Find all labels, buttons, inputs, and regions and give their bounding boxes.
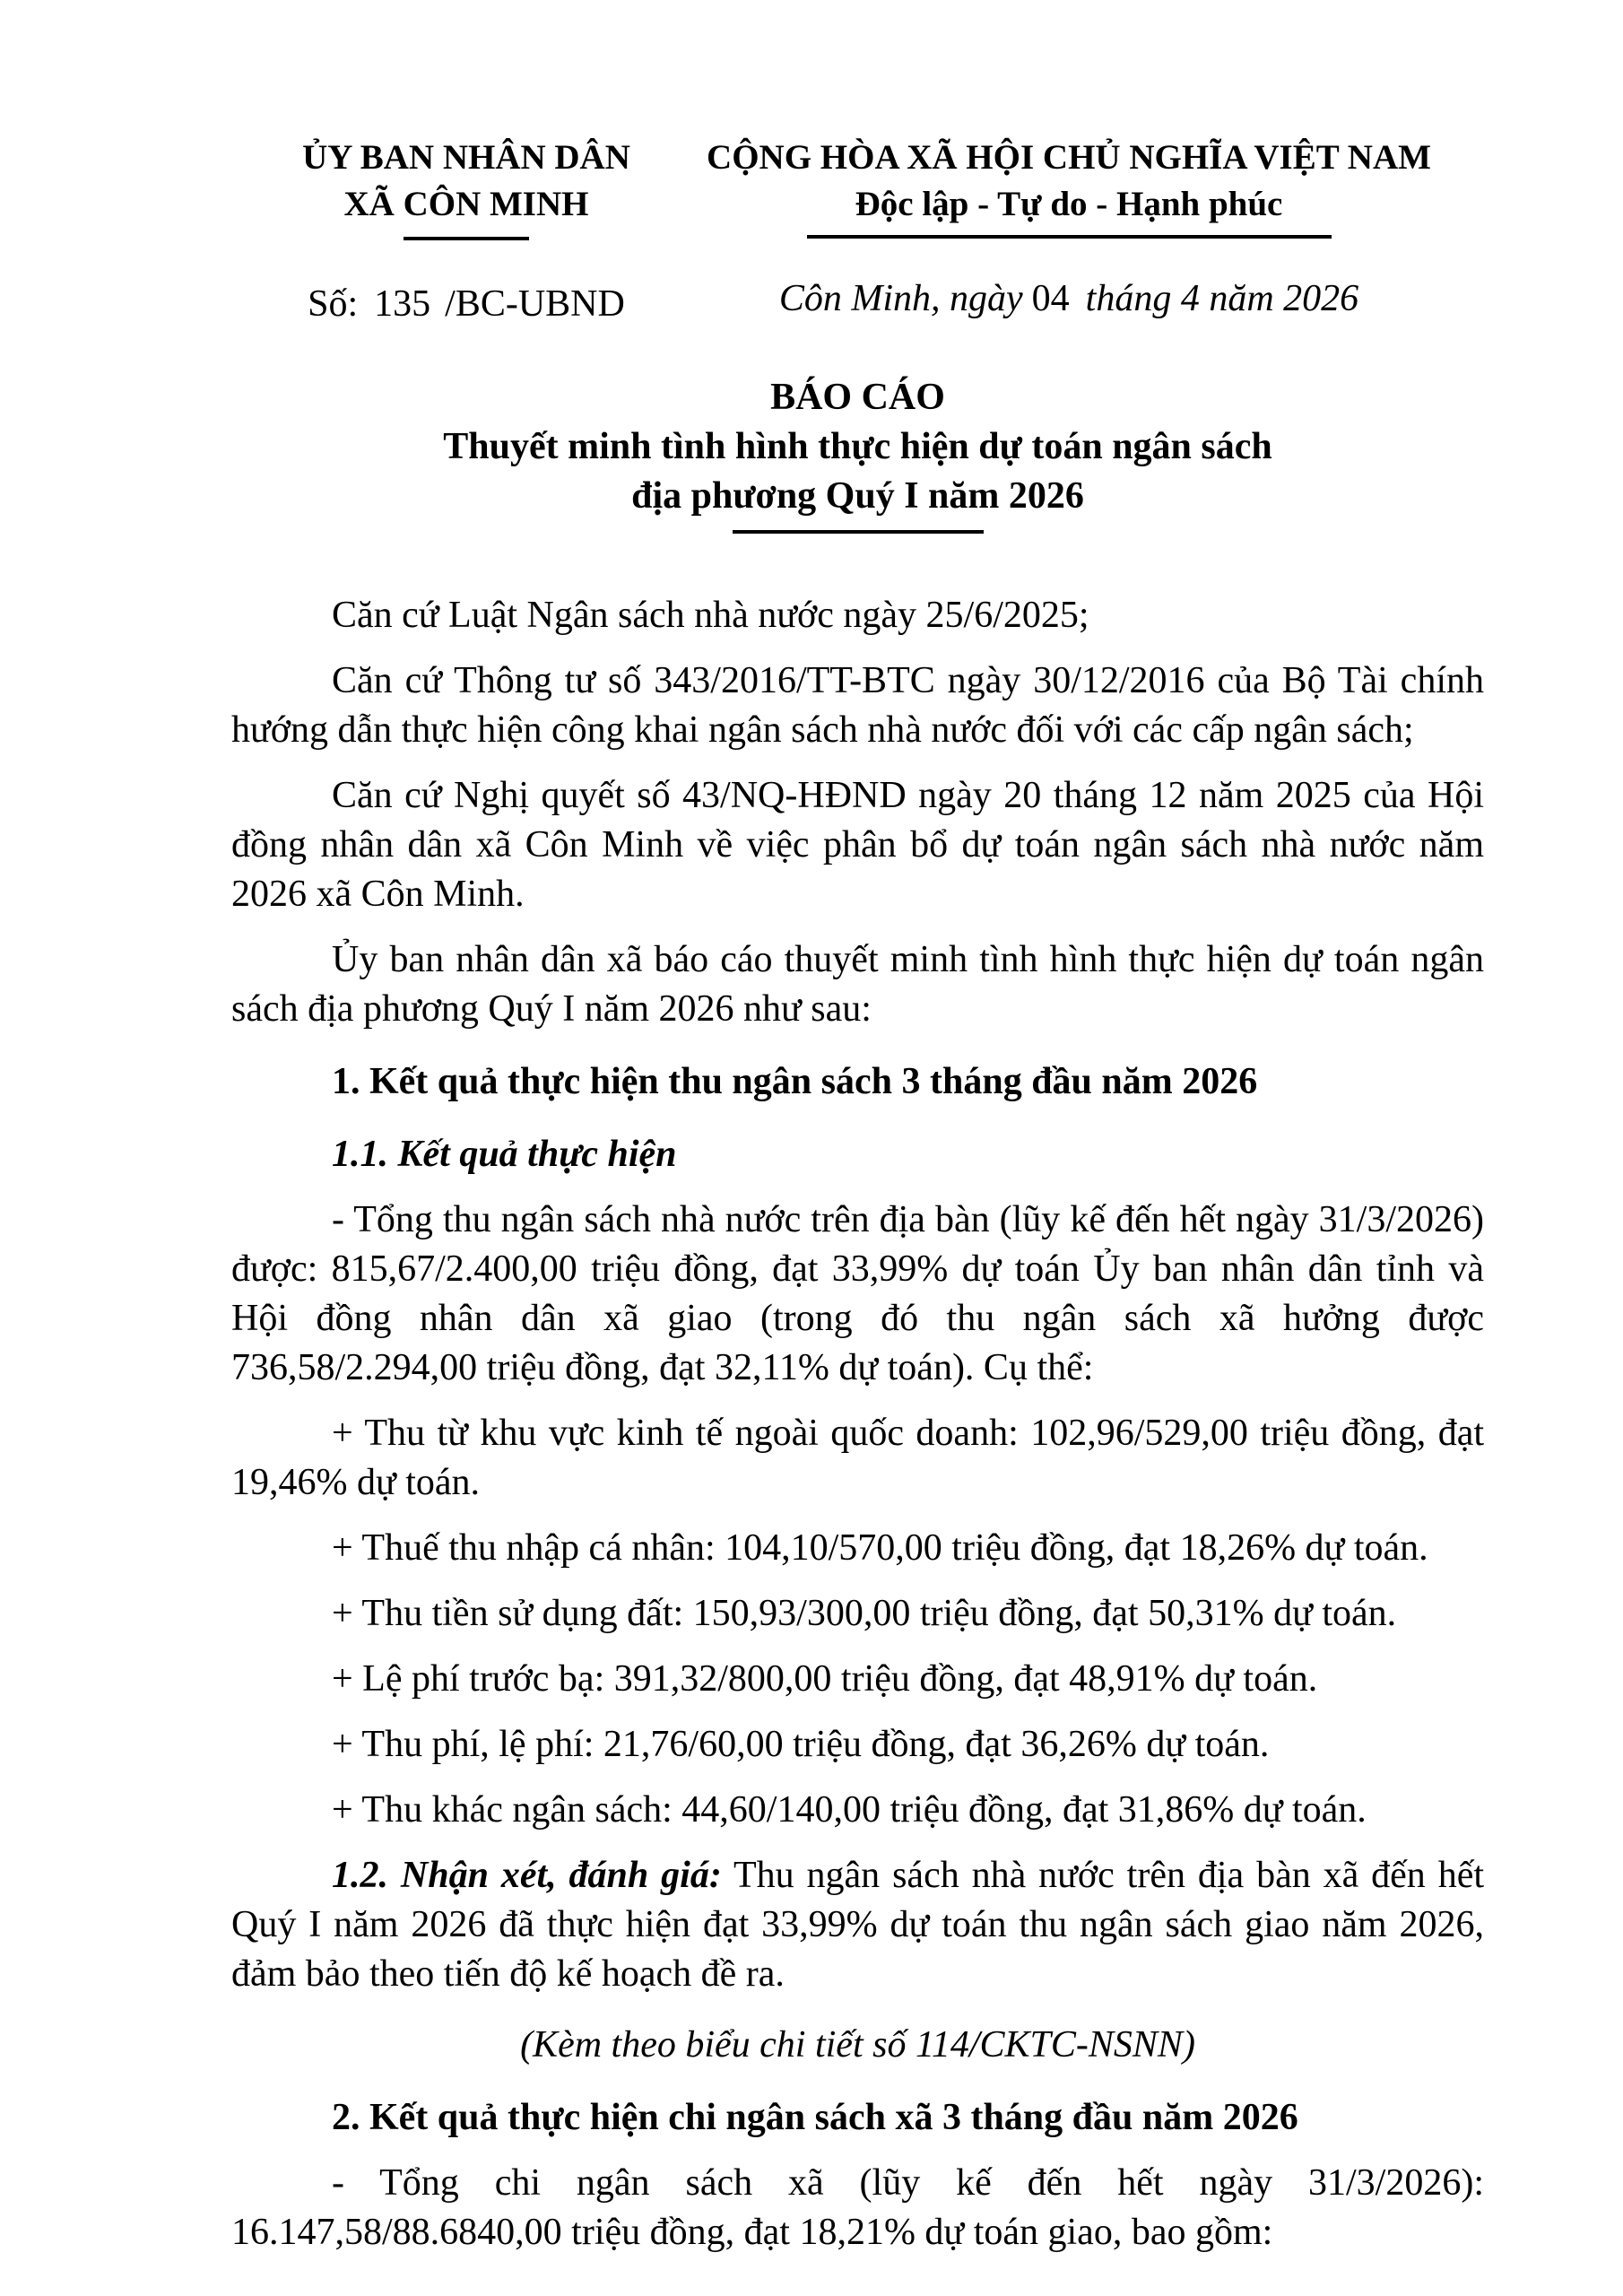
national-motto-line1: CỘNG HÒA XÃ HỘI CHỦ NGHĨA VIỆT NAM (707, 138, 1431, 177)
document-body (231, 591, 1484, 2257)
heading-section-1-1: 1.1. Kết quả thực hiện (332, 1134, 677, 1175)
dateline-day: 04 (1031, 278, 1070, 319)
paragraph-section-1-2 (231, 1851, 1484, 1999)
motto-underline (807, 235, 1332, 239)
report-title-block (231, 373, 1484, 534)
paragraph-revenue-total: - Tổng thu ngân sách nhà nước trên địa bàn (lũy kế đến hết ngày 31/3/2026) được: 815,67/2.400,00 triệu đồng, đạt 33,99% dự toán Ủy ban nhân dân tỉnh và Hội đồng nhân dân xã giao (trong đó thu ngân sách xã hưởng được 736,58/2.294,00 triệu đồng, đạt 32,11% dự toán). Cụ thể: (231, 1199, 1484, 1388)
attachment-note: (Kèm theo biểu chi tiết số 114/CKTC-NSNN) (520, 2024, 1195, 2066)
dateline-tail: tháng 4 năm 2026 (1085, 278, 1359, 319)
heading-section-1: 1. Kết quả thực hiện thu ngân sách 3 tháng đầu năm 2026 (332, 1061, 1258, 1102)
paragraph-legal-basis-1: Căn cứ Luật Ngân sách nhà nước ngày 25/6/2025; (332, 595, 1089, 636)
national-header-block (701, 135, 1436, 323)
paragraph-intro: Ủy ban nhân dân xã báo cáo thuyết minh tình hình thực hiện dự toán ngân sách địa phương Quý I năm 2026 như sau: (231, 939, 1484, 1030)
doc-number-label: Số: (308, 283, 359, 325)
report-kicker: BÁO CÁO (770, 377, 945, 418)
authority-underline (404, 237, 529, 240)
heading-section-2: 2. Kết quả thực hiện chi ngân sách xã 3 tháng đầu năm 2026 (332, 2097, 1298, 2138)
authority-name: ỦY BAN NHÂN DÂN (302, 138, 630, 177)
doc-number-value: 135 (374, 283, 431, 325)
doc-number-line (231, 280, 701, 328)
list-item-revenue-5: + Thu phí, lệ phí: 21,76/60,00 triệu đồng, đạt 36,26% dự toán. (332, 1724, 1270, 1765)
paragraph-legal-basis-2: Căn cứ Thông tư số 343/2016/TT-BTC ngày 30/12/2016 của Bộ Tài chính hướng dẫn thực hiện công khai ngân sách nhà nước đối với các cấp ngân sách; (231, 660, 1484, 751)
list-item-revenue-1: + Thu từ khu vực kinh tế ngoài quốc doanh: 102,96/529,00 triệu đồng, đạt 19,46% dự toán. (231, 1413, 1484, 1503)
report-title-line2: địa phương Quý I năm 2026 (631, 475, 1084, 517)
national-motto-line2: Độc lập - Tự do - Hạnh phúc (855, 185, 1283, 223)
dateline (701, 274, 1436, 323)
title-underline (733, 530, 984, 534)
heading-section-1-2-lead: 1.2. Nhận xét, đánh giá: (332, 1855, 722, 1896)
doc-number-symbol: /BC-UBND (445, 283, 625, 325)
paragraph-section-1-2-text: Thu ngân sách nhà nước trên địa bàn xã đến hết Quý I năm 2026 đã thực hiện đạt 33,99% dự toán thu ngân sách giao năm 2026, đảm bảo theo tiến độ kế hoạch đề ra. (231, 1855, 1485, 1995)
paragraph-legal-basis-3: Căn cứ Nghị quyết số 43/NQ-HĐND ngày 20 tháng 12 năm 2025 của Hội đồng nhân dân xã Côn Minh về việc phân bổ dự toán ngân sách nhà nước năm 2026 xã Côn Minh. (231, 775, 1484, 915)
document-header (231, 135, 1484, 328)
list-item-revenue-3: + Thu tiền sử dụng đất: 150,93/300,00 triệu đồng, đạt 50,31% dự toán. (332, 1593, 1397, 1634)
authority-locality: XÃ CÔN MINH (343, 185, 589, 223)
dateline-place: Côn Minh, ngày (778, 278, 1023, 319)
issuing-authority-block (231, 135, 701, 328)
list-item-revenue-4: + Lệ phí trước bạ: 391,32/800,00 triệu đồng, đạt 48,91% dự toán. (332, 1658, 1318, 1700)
list-item-revenue-2: + Thuế thu nhập cá nhân: 104,10/570,00 triệu đồng, đạt 18,26% dự toán. (332, 1527, 1428, 1569)
report-title-line1: Thuyết minh tình hình thực hiện dự toán ngân sách (443, 426, 1272, 467)
list-item-revenue-6: + Thu khác ngân sách: 44,60/140,00 triệu đồng, đạt 31,86% dự toán. (332, 1789, 1367, 1831)
paragraph-expenditure-total: - Tổng chi ngân sách xã (lũy kế đến hết ngày 31/3/2026): 16.147,58/88.6840,00 triệu đồng, đạt 18,21% dự toán giao, bao gồm: (231, 2162, 1484, 2253)
